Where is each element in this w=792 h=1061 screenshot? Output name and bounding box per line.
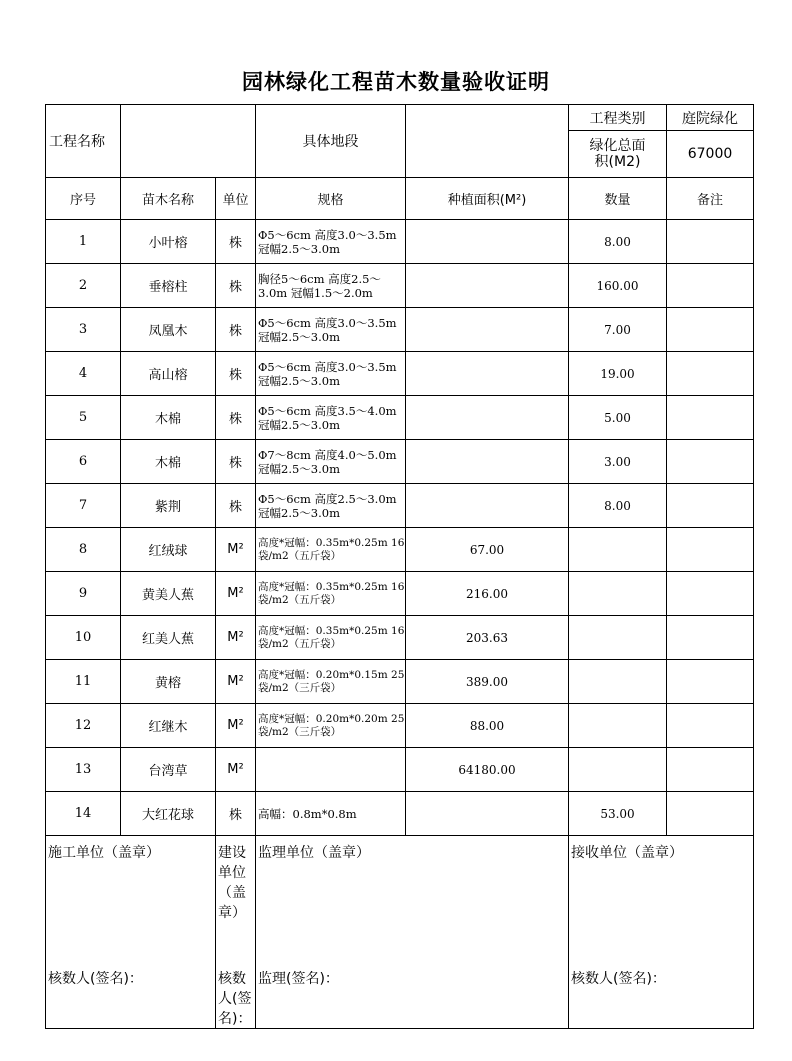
plant-name: 垂榕柱 [121,264,216,308]
project-name-label: 工程名称 [46,105,121,178]
signature-row [46,836,754,1029]
document-title: 园林绿化工程苗木数量验收证明 [242,70,550,94]
note [667,792,754,836]
quantity [569,616,667,660]
note [667,264,754,308]
unit: M² [216,616,256,660]
table-row [46,484,754,528]
quantity: 19.00 [569,352,667,396]
signature-label: 监理(签名)： [258,971,339,987]
quantity: 8.00 [569,220,667,264]
acceptance-table [45,104,754,1029]
stamp-label: 施工单位（盖章） [48,845,160,861]
planting-area [406,440,569,484]
row-no: 3 [46,308,121,352]
row-no: 4 [46,352,121,396]
signature-block [46,836,216,1029]
note [667,220,754,264]
unit: M² [216,660,256,704]
plant-name: 黄榕 [121,660,216,704]
spec: 高度*冠幅：0.35m*0.25m 16袋/m2（五斤袋） [256,616,406,660]
planting-area [406,484,569,528]
row-no: 2 [46,264,121,308]
note [667,616,754,660]
spec: Φ5～6cm 高度3.5～4.0m 冠幅2.5～3.0m [256,396,406,440]
spec: 高度*冠幅：0.35m*0.25m 16袋/m2（五斤袋） [256,528,406,572]
quantity: 3.00 [569,440,667,484]
row-no: 10 [46,616,121,660]
planting-area [406,352,569,396]
table-row [46,440,754,484]
spec [256,748,406,792]
planting-area [406,264,569,308]
table-row [46,528,754,572]
green-area-value: 67000 [667,131,754,178]
quantity: 8.00 [569,484,667,528]
note [667,352,754,396]
unit: M² [216,748,256,792]
col-note: 备注 [667,178,754,220]
planting-area [406,220,569,264]
table-row [46,220,754,264]
note [667,704,754,748]
row-no: 6 [46,440,121,484]
stamp-label: 接收单位（盖章） [571,845,683,861]
quantity [569,748,667,792]
unit: 株 [216,308,256,352]
row-no: 12 [46,704,121,748]
unit: 株 [216,792,256,836]
col-qty: 数量 [569,178,667,220]
quantity [569,660,667,704]
stamp-label: 建设单位（盖章） [218,845,246,921]
unit: 株 [216,484,256,528]
col-spec: 规格 [256,178,406,220]
row-no: 14 [46,792,121,836]
note [667,440,754,484]
table-row [46,792,754,836]
planting-area: 67.00 [406,528,569,572]
plant-name: 紫荆 [121,484,216,528]
plant-name: 红绒球 [121,528,216,572]
note [667,572,754,616]
column-header-row [46,178,754,220]
quantity [569,704,667,748]
plant-name: 台湾草 [121,748,216,792]
stamp-label: 监理单位（盖章） [258,845,370,861]
plant-name: 红继木 [121,704,216,748]
spec: 高度*冠幅：0.20m*0.15m 25袋/m2（三斤袋） [256,660,406,704]
unit: 株 [216,352,256,396]
unit: 株 [216,220,256,264]
row-no: 11 [46,660,121,704]
table-row [46,352,754,396]
plant-name: 小叶榕 [121,220,216,264]
row-no: 1 [46,220,121,264]
quantity [569,528,667,572]
planting-area: 203.63 [406,616,569,660]
project-type-value: 庭院绿化 [667,105,754,131]
row-no: 8 [46,528,121,572]
table-row [46,660,754,704]
spec: Φ5～6cm 高度2.5～3.0m 冠幅2.5～3.0m [256,484,406,528]
signature-block [569,836,754,1029]
section-value [406,105,569,178]
unit: 株 [216,396,256,440]
unit: M² [216,528,256,572]
unit: M² [216,572,256,616]
planting-area [406,792,569,836]
plant-name: 大红花球 [121,792,216,836]
quantity: 160.00 [569,264,667,308]
project-name-value [121,105,256,178]
table-row [46,616,754,660]
table-row [46,748,754,792]
section-label: 具体地段 [256,105,406,178]
planting-area: 389.00 [406,660,569,704]
note [667,748,754,792]
signature-block [256,836,569,1029]
quantity: 5.00 [569,396,667,440]
plant-name: 黄美人蕉 [121,572,216,616]
quantity: 53.00 [569,792,667,836]
table-row [46,396,754,440]
col-name: 苗木名称 [121,178,216,220]
spec: Φ5～6cm 高度3.0～3.5m 冠幅2.5～3.0m [256,352,406,396]
quantity: 7.00 [569,308,667,352]
spec: 高度*冠幅：0.35m*0.25m 16袋/m2（五斤袋） [256,572,406,616]
planting-area: 216.00 [406,572,569,616]
planting-area [406,308,569,352]
note [667,308,754,352]
row-no: 13 [46,748,121,792]
table-row [46,264,754,308]
note [667,528,754,572]
note [667,484,754,528]
planting-area: 88.00 [406,704,569,748]
row-no: 7 [46,484,121,528]
planting-area [406,396,569,440]
col-unit: 单位 [216,178,256,220]
project-type-label: 工程类别 [569,105,667,131]
signature-label: 核数人(签名)： [48,971,143,987]
plant-name: 木棉 [121,396,216,440]
plant-name: 红美人蕉 [121,616,216,660]
signature-label: 核数人(签名)： [218,971,252,1027]
unit: 株 [216,440,256,484]
spec: Φ7～8cm 高度4.0～5.0m 冠幅2.5～3.0m [256,440,406,484]
spec: 高幅：0.8m*0.8m [256,792,406,836]
spec: Φ5～6cm 高度3.0～3.5m 冠幅2.5～3.0m [256,308,406,352]
row-no: 9 [46,572,121,616]
plant-name: 高山榕 [121,352,216,396]
quantity [569,572,667,616]
spec: 胸径5～6cm 高度2.5～3.0m 冠幅1.5～2.0m [256,264,406,308]
green-area-label: 绿化总面积(M2) [569,131,667,178]
unit: M² [216,704,256,748]
note [667,660,754,704]
table-row [46,308,754,352]
table-row [46,704,754,748]
signature-label: 核数人(签名)： [571,971,666,987]
spec: 高度*冠幅：0.20m*0.20m 25袋/m2（三斤袋） [256,704,406,748]
spec: Φ5～6cm 高度3.0～3.5m 冠幅2.5～3.0m [256,220,406,264]
signature-block [216,836,256,1029]
row-no: 5 [46,396,121,440]
col-no: 序号 [46,178,121,220]
plant-name: 凤凰木 [121,308,216,352]
table-row [46,572,754,616]
unit: 株 [216,264,256,308]
col-area: 种植面积(M²) [406,178,569,220]
plant-name: 木棉 [121,440,216,484]
note [667,396,754,440]
planting-area: 64180.00 [406,748,569,792]
